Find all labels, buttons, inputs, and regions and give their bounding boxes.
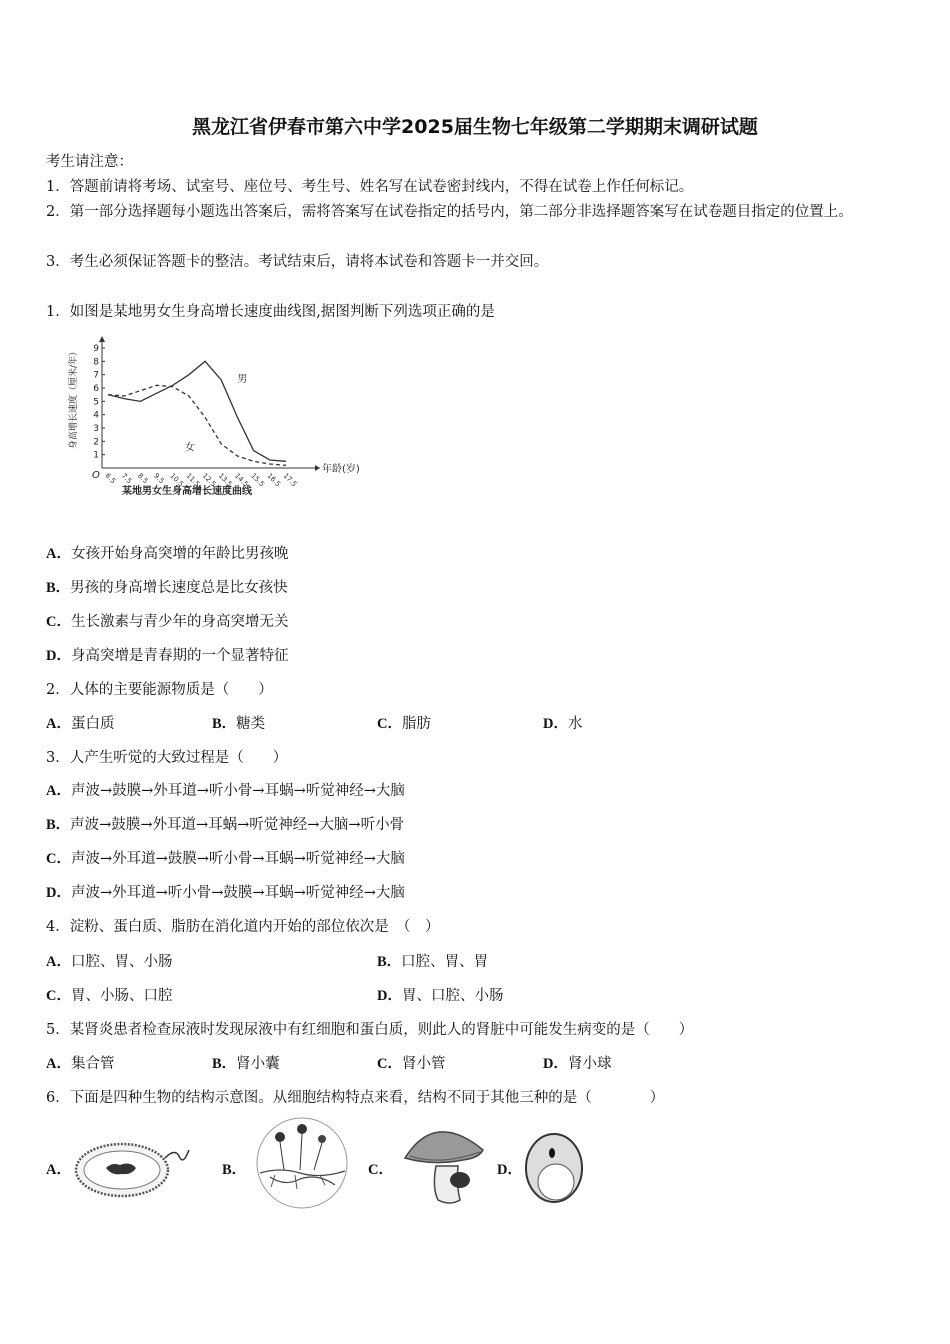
q4-option-d [377,986,503,1006]
y-tick-label: 4 [93,410,99,421]
x-tick-label: 8.5 [135,471,150,486]
q6-stem: 6．下面是四种生物的结构示意图。从细胞结构特点来看，结构不同于其他三种的是（ ） [46,1090,665,1106]
q4-option-b [377,952,488,972]
option-letter: D． [543,1056,568,1072]
option-text: 糖类 [236,716,266,732]
q3-stem: 3．人产生听觉的大致过程是（ ） [46,750,288,766]
q4-option-c [46,986,172,1006]
option-letter: D． [46,885,71,901]
series-line-male [108,361,286,461]
series-label: 男 [237,374,248,385]
option-text: 身高突增是青春期的一个显著特征 [70,648,289,664]
notice-item-1: 1．答题前请将考场、试室号、座位号、考生号、姓名写在试卷密封线内，不得在试卷上作任何标记。 [46,179,694,195]
option-text: 集合管 [70,1056,115,1072]
option-text: 肾小球 [567,1056,612,1072]
option-letter: C． [46,614,71,630]
x-tick-label: 11.5 [184,471,202,489]
option-text: 声波→鼓膜→外耳道→耳蜗→听觉神经→大脑→听小骨 [70,817,405,833]
option-text: 胃、口腔、小肠 [401,988,504,1004]
option-letter: B． [212,716,237,732]
q5-option-d [543,1054,611,1074]
notice-item-2: 2．第一部分选择题每小题选出答案后，需将答案写在试卷指定的括号内，第二部分非选择题答案写在试卷题目指定的位置上。 [46,204,853,220]
series-label: 女 [184,442,195,454]
option-text: 口腔、胃、小肠 [70,954,173,970]
x-tick-label: 13.5 [216,471,234,489]
option-letter: A． [46,546,71,562]
option-text: 肾小管 [401,1056,446,1072]
q6-label-d: D． [497,1162,522,1178]
q6-label-b: B． [222,1162,247,1178]
y-axis-arrow [99,336,105,342]
q2-option-c [377,714,431,734]
yeast-cell-illustration [522,1130,592,1210]
y-tick-label: 2 [93,437,99,448]
x-axis-label: 年龄(岁) [322,464,360,475]
y-tick-label: 6 [93,384,99,394]
q3-option-d [46,883,405,903]
option-text: 蛋白质 [70,716,115,732]
option-letter: D． [543,716,568,732]
q3-option-b [46,815,404,835]
option-letter: C． [46,851,71,867]
option-letter: C． [46,988,71,1004]
q1-option-d [46,646,288,666]
option-letter: A． [46,783,71,799]
mushroom-illustration [400,1118,490,1208]
q1-option-a [46,544,288,564]
q5-option-c [377,1054,445,1074]
chart-title: 某地男女生身高增长速度曲线 [122,486,252,497]
q5-option-a [46,1054,114,1074]
x-tick-label: 16.5 [265,471,283,489]
notice-heading: 考生请注意： [46,154,133,170]
y-tick-label: 8 [93,357,99,368]
option-text: 声波→外耳道→鼓膜→听小骨→耳蜗→听觉神经→大脑 [70,851,405,867]
x-axis-arrow [315,465,320,471]
x-tick-label: 17.5 [281,471,299,489]
option-text: 声波→外耳道→听小骨→鼓膜→耳蜗→听觉神经→大脑 [70,885,405,901]
q2-option-b [212,714,265,734]
option-text: 男孩的身高增长速度总是比女孩快 [70,580,288,596]
growth-chart [62,338,360,518]
option-letter: A． [46,716,71,732]
bacterium-illustration [70,1128,195,1208]
q5-option-b [212,1054,280,1074]
x-tick-label: 12.5 [200,471,218,489]
q2-option-d [543,714,582,734]
q2-option-a [46,714,114,734]
q1-option-c [46,612,288,632]
option-text: 声波→鼓膜→外耳道→听小骨→耳蜗→听觉神经→大脑 [70,783,405,799]
option-letter: B． [377,954,402,970]
option-letter: B． [46,580,71,596]
q4-stem: 4．淀粉、蛋白质、脂肪在消化道内开始的部位依次是 （ ） [46,919,440,935]
option-text: 女孩开始身高突增的年龄比男孩晚 [70,546,289,562]
origin-label: O [92,470,100,481]
q2-stem: 2．人体的主要能源物质是（ ） [46,682,273,698]
x-tick-label: 9.5 [152,471,166,486]
x-tick-label: 14.5 [233,471,250,489]
option-text: 口腔、胃、胃 [401,954,489,970]
option-letter: A． [46,1056,71,1072]
option-letter: A． [46,954,71,970]
q6-label-a: A． [46,1162,71,1178]
q4-option-a [46,952,172,972]
mold-illustration [250,1115,355,1210]
x-tick-label: 6.5 [103,471,118,486]
q1-stem: 1．如图是某地男女生身高增长速度曲线图,据图判断下列选项正确的是 [46,304,495,320]
y-tick-label: 3 [93,424,99,434]
q5-stem: 5．某肾炎患者检查尿液时发现尿液中有红细胞和蛋白质，则此人的肾脏中可能发生病变的是（ ） [46,1022,694,1038]
option-text: 生长激素与青少年的身高突增无关 [70,614,289,630]
q1-option-b [46,578,288,598]
x-tick-label: 10.5 [168,471,185,489]
y-tick-label: 1 [93,450,99,461]
x-tick-label: 15.5 [249,471,266,489]
option-text: 肾小囊 [236,1056,280,1072]
y-tick-label: 9 [93,344,99,354]
option-letter: D． [46,648,71,664]
option-text: 胃、小肠、口腔 [70,988,173,1004]
q3-option-a [46,781,405,801]
option-letter: B． [212,1056,237,1072]
y-tick-label: 7 [93,370,99,381]
option-letter: B． [46,817,71,833]
option-letter: C． [377,1056,402,1072]
option-letter: D． [377,988,402,1004]
option-letter: C． [377,716,402,732]
x-tick-label: 7.5 [119,471,134,486]
y-axis-label: 身高增长速度（厘米/年） [69,346,79,450]
q6-label-c: C． [368,1162,393,1178]
notice-item-3: 3．考生必须保证答题卡的整洁。考试结束后，请将本试卷和答题卡一并交回。 [46,254,549,270]
option-text: 水 [567,716,583,732]
page-title: 黑龙江省伊春市第六中学2025届生物七年级第二学期期末调研试题 [192,116,758,138]
q3-option-c [46,849,405,869]
option-text: 脂肪 [401,716,431,732]
y-tick-label: 5 [93,397,99,408]
